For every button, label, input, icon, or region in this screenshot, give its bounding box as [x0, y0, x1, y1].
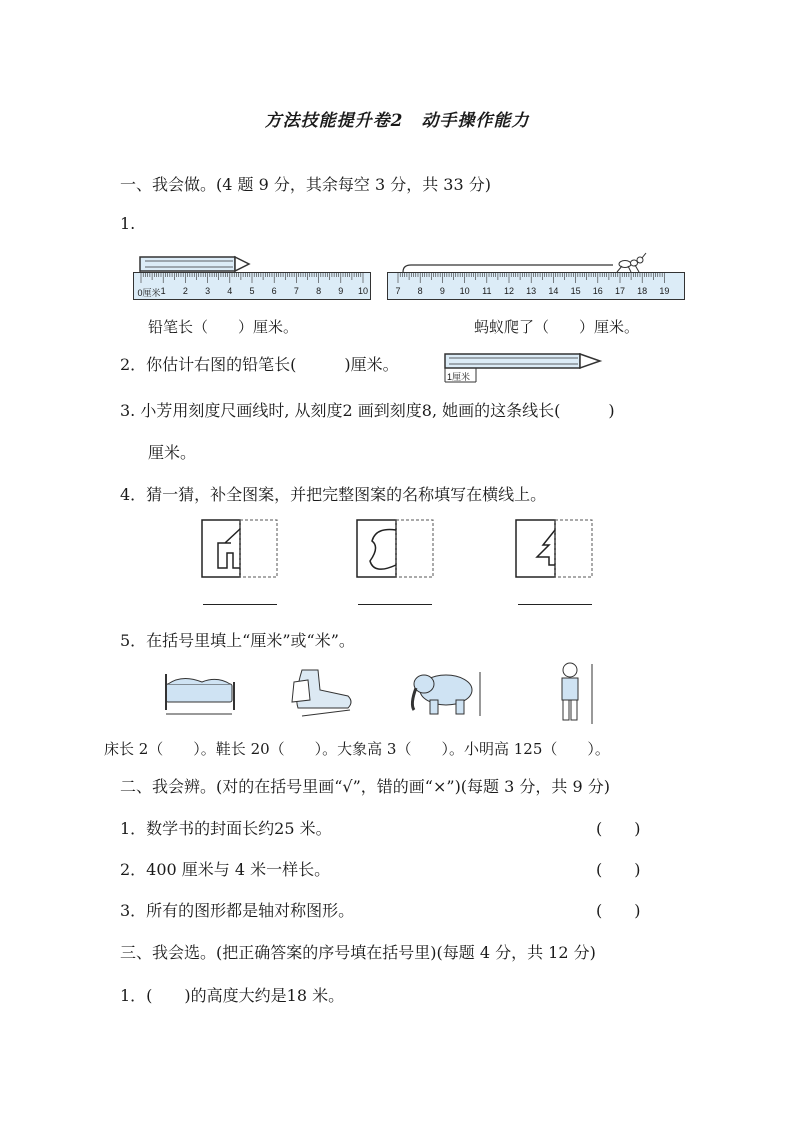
ruler-tick-label: 17: [614, 286, 626, 296]
half-butterfly-figure: [356, 519, 434, 579]
ruler-tick-label: 19: [659, 286, 670, 296]
ruler-tick-label: 16: [592, 286, 603, 296]
half-tree-figure: [515, 519, 593, 579]
ruler-tick-label: 2: [182, 286, 188, 296]
ruler-tick-label: 5: [249, 286, 255, 296]
ruler-tick-label: 15: [570, 286, 581, 296]
ruler-tick-label: 0厘米: [137, 288, 161, 298]
ruler-tick-label: 6: [271, 286, 277, 296]
q4-text: 4．猜一猜，补全图案，并把完整图案的名称填写在横线上。: [120, 485, 547, 504]
ruler-tick-label: 9: [439, 286, 445, 296]
q3-text-cont: 厘米。: [148, 443, 197, 462]
judge-item-2: 2．400 厘米与 4 米一样长。: [120, 860, 331, 879]
section3-heading: 三、我会选。(把正确答案的序号填在括号里)(每题 4 分，共 12 分): [120, 943, 596, 962]
ruler-tick-label: 10: [357, 286, 369, 296]
ruler-tick-label: 18: [637, 286, 648, 296]
ruler-tick-label: 14: [548, 286, 559, 296]
ruler-tick-label: 3: [205, 286, 211, 296]
boy-icon: [550, 660, 600, 728]
ruler-1: [133, 272, 371, 300]
judge-paren-3[interactable]: ( ): [596, 901, 641, 920]
q2-text: 2．你估计右图的铅笔长( )厘米。: [120, 355, 399, 374]
q5-text: 5．在括号里填上“厘米”或“米”。: [120, 631, 355, 650]
page-title: 方法技能提升卷2 动手操作能力: [264, 111, 530, 131]
caption-pencil: 铅笔长（ ）厘米。: [148, 318, 299, 336]
ruler-tick-label: 4: [227, 286, 233, 296]
ruler-tick-label: 9: [338, 286, 344, 296]
ruler-tick-label: 7: [293, 286, 299, 296]
half-house-figure: [201, 519, 279, 579]
answer-blank-2[interactable]: [358, 604, 432, 605]
ruler-2: [387, 272, 685, 300]
ruler-tick-label: 1: [160, 286, 166, 296]
elephant-icon: [404, 668, 488, 722]
bed-icon: [162, 670, 240, 718]
ruler-tick-label: 8: [417, 286, 423, 296]
ruler-tick-label: 8: [316, 286, 322, 296]
choice-q1: 1．( )的高度大约是18 米。: [120, 986, 345, 1005]
judge-paren-1[interactable]: ( ): [596, 819, 641, 838]
ruler-tick-label: 7: [395, 286, 401, 296]
judge-item-1: 1．数学书的封面长约25 米。: [120, 819, 332, 838]
section2-heading: 二、我会辨。(对的在括号里画“√”，错的画“×”)(每题 3 分，共 9 分): [120, 777, 610, 796]
ruler-tick-label: 13: [526, 286, 537, 296]
ruler-with-pencil: [133, 252, 371, 304]
q5-answers: 床长 2（ ）。鞋长 20（ ）。大象高 3（ ）。小明高 125（ ）。: [104, 740, 610, 758]
shoe-icon: [288, 666, 358, 722]
answer-blank-1[interactable]: [203, 604, 277, 605]
ruler-tick-label: 11: [482, 286, 492, 296]
answer-blank-3[interactable]: [518, 604, 592, 605]
ruler-tick-label: 12: [503, 286, 515, 296]
ruler-with-ant: [387, 252, 685, 304]
unit-label: 1厘米: [447, 372, 471, 382]
caption-ant: 蚂蚁爬了（ ）厘米。: [474, 318, 640, 336]
ruler-tick-label: 10: [459, 286, 470, 296]
judge-paren-2[interactable]: ( ): [596, 860, 641, 879]
q3-text: 3. 小芳用刻度尺画线时, 从刻度2 画到刻度8, 她画的这条线长( ): [120, 401, 615, 420]
judge-item-3: 3．所有的图形都是轴对称图形。: [120, 901, 355, 920]
q1-number: 1.: [120, 214, 136, 233]
section1-heading: 一、我会做。(4 题 9 分，其余每空 3 分，共 33 分): [120, 175, 491, 194]
